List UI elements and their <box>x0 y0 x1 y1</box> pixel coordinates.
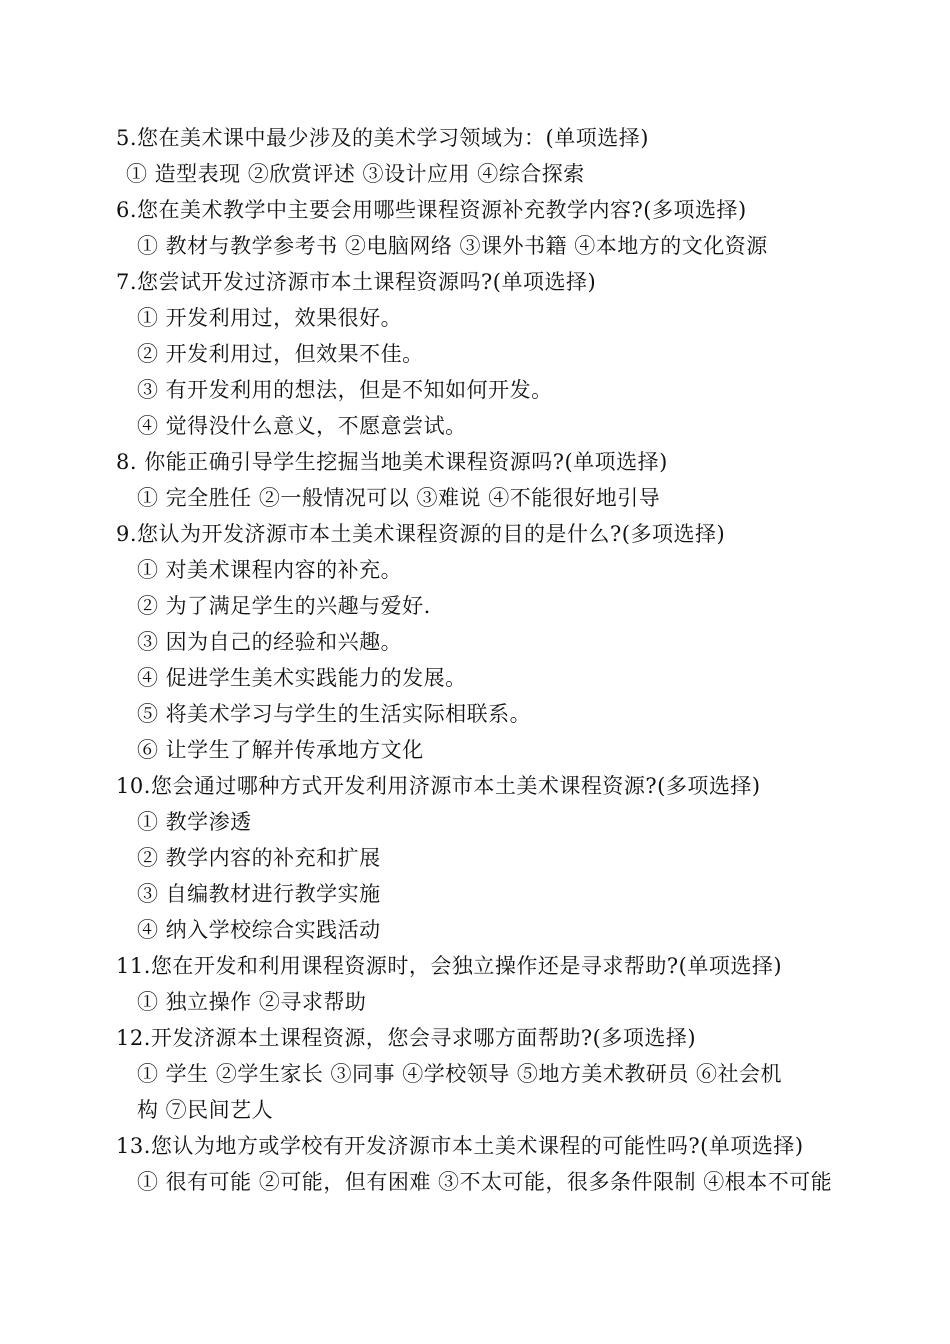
question-9-option-4: ④ 促进学生美术实践能力的发展。 <box>137 666 467 690</box>
question-10-option-3: ③ 自编教材进行教学实施 <box>137 882 381 906</box>
question-12-options-continued: 构 ⑦民间艺人 <box>137 1098 274 1122</box>
question-9-option-6: ⑥ 让学生了解并传承地方文化 <box>137 738 424 762</box>
question-11: 11.您在开发和利用课程资源时，会独立操作还是寻求帮助?(单项选择) <box>116 954 783 978</box>
question-9-option-1: ① 对美术课程内容的补充。 <box>137 558 403 582</box>
question-6: 6.您在美术教学中主要会用哪些课程资源补充教学内容?(多项选择) <box>116 198 747 222</box>
question-11-options: ① 独立操作 ②寻求帮助 <box>137 990 367 1014</box>
question-5-options: ① 造型表现 ②欣赏评述 ③设计应用 ④综合探索 <box>126 162 585 186</box>
question-5: 5.您在美术课中最少涉及的美术学习领域为：(单项选择) <box>116 126 649 150</box>
question-10-option-2: ② 教学内容的补充和扩展 <box>137 846 381 870</box>
question-9: 9.您认为开发济源市本土美术课程资源的目的是什么?(多项选择) <box>116 522 726 546</box>
question-9-option-2: ② 为了满足学生的兴趣与爱好. <box>137 594 431 618</box>
question-9-option-3: ③ 因为自己的经验和兴趣。 <box>137 630 403 654</box>
question-12-options: ① 学生 ②学生家长 ③同事 ④学校领导 ⑤地方美术教研员 ⑥社会机 <box>137 1062 783 1086</box>
question-9-option-5: ⑤ 将美术学习与学生的生活实际相联系。 <box>137 702 532 726</box>
question-10: 10.您会通过哪种方式开发利用济源市本土美术课程资源?(多项选择) <box>116 774 761 798</box>
question-8-options: ① 完全胜任 ②一般情况可以 ③难说 ④不能很好地引导 <box>137 486 661 510</box>
question-7-option-4: ④ 觉得没什么意义，不愿意尝试。 <box>137 414 467 438</box>
question-7-option-3: ③ 有开发利用的想法，但是不知如何开发。 <box>137 378 553 402</box>
question-8: 8. 你能正确引导学生挖掘当地美术课程资源吗?(单项选择) <box>116 450 668 474</box>
question-12: 12.开发济源本土课程资源，您会寻求哪方面帮助?(多项选择) <box>116 1026 697 1050</box>
question-6-options: ① 教材与教学参考书 ②电脑网络 ③课外书籍 ④本地方的文化资源 <box>137 234 768 258</box>
question-13-options: ① 很有可能 ②可能，但有困难 ③不太可能，很多条件限制 ④根本不可能 <box>137 1170 833 1194</box>
question-10-option-4: ④ 纳入学校综合实践活动 <box>137 918 381 942</box>
question-7-option-2: ② 开发利用过，但效果不佳。 <box>137 342 424 366</box>
question-7: 7.您尝试开发过济源市本土课程资源吗?(单项选择) <box>116 270 597 294</box>
question-7-option-1: ① 开发利用过，效果很好。 <box>137 306 403 330</box>
question-10-option-1: ① 教学渗透 <box>137 810 252 834</box>
question-13: 13.您认为地方或学校有开发济源市本土美术课程的可能性吗?(单项选择) <box>116 1134 804 1158</box>
